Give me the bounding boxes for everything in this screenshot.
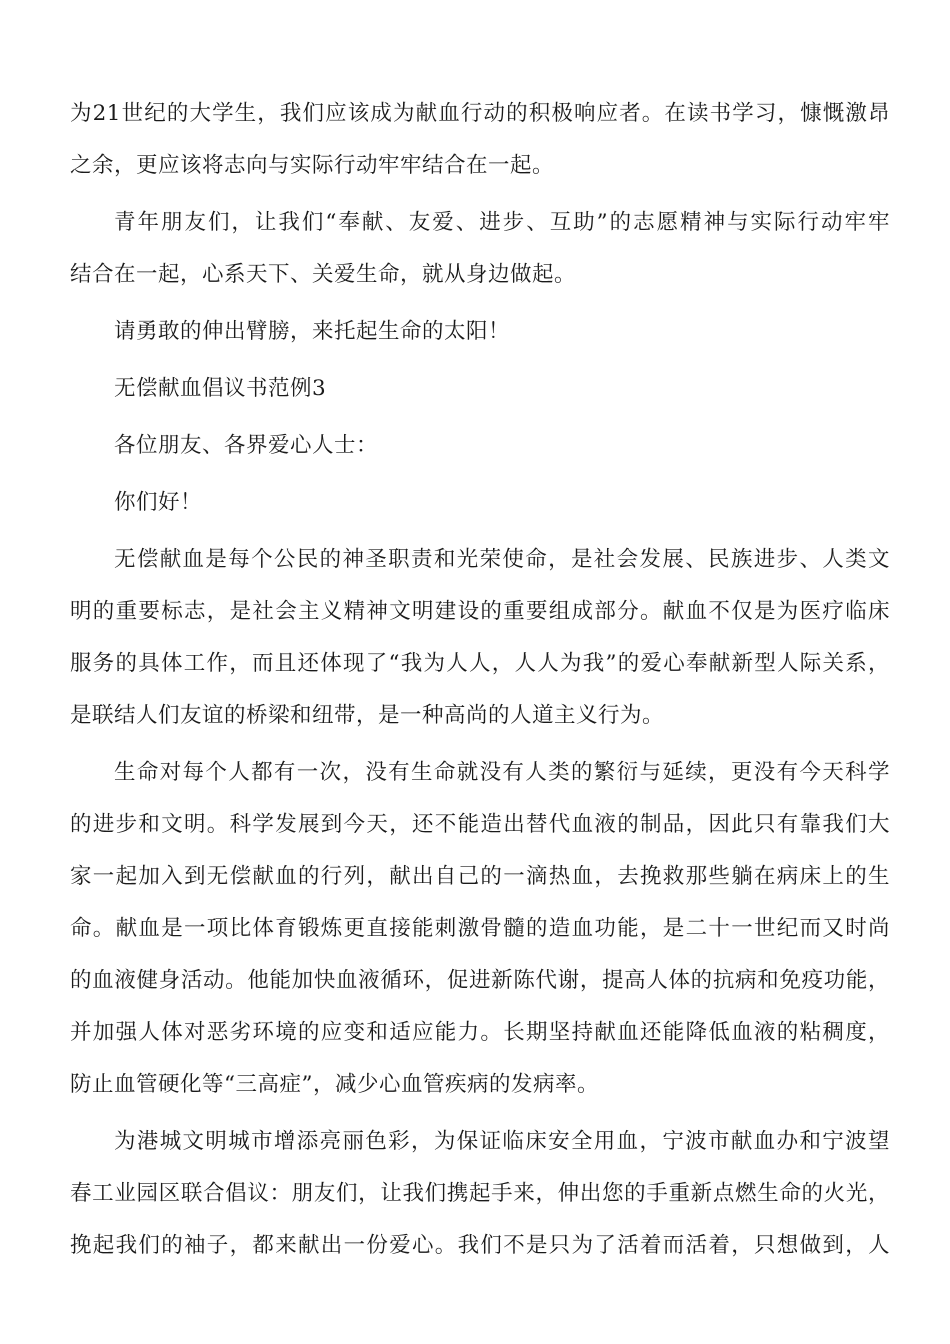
text-line: 的进步和文明。科学发展到今天，还不能造出替代血液的制品，因此只有靠我们大	[70, 812, 890, 837]
paragraph-joint-initiative	[70, 1116, 890, 1272]
text-line: 明的重要标志，是社会主义精神文明建设的重要组成部分。献血不仅是为医疗临床	[70, 599, 890, 624]
paragraph-life-health	[70, 747, 890, 1111]
text-line: 挽起我们的袖子，都来献出一份爱心。我们不是只为了活着而活着，只想做到，人	[70, 1233, 890, 1258]
text-line: 是联结人们友谊的桥梁和纽带，是一种高尚的人道主义行为。	[70, 703, 665, 728]
text-line: 命。献血是一项比体育锻炼更直接能刺激骨髓的造血功能，是二十一世纪而又时尚	[70, 916, 890, 941]
text-line: 为港城文明城市增添亮丽色彩，为保证临床安全用血，宁波市献血办和宁波望	[114, 1129, 890, 1154]
text-line: 春工业园区联合倡议：朋友们，让我们携起手来，伸出您的手重新点燃生命的火光，	[70, 1181, 890, 1206]
paragraph-youth-spirit	[70, 197, 890, 301]
paragraph-duty	[70, 534, 890, 742]
salutation	[70, 420, 890, 472]
text-line: 无偿献血是每个公民的神圣职责和光荣使命，是社会发展、民族进步、人类文	[114, 547, 890, 572]
text-line: 之余，更应该将志向与实际行动牢牢结合在一起。	[70, 153, 555, 178]
text-line: 结合在一起，心系天下、关爱生命，就从身边做起。	[70, 262, 577, 287]
greeting	[70, 477, 890, 529]
text-line: 防止血管硬化等“三高症”，减少心血管疾病的发病率。	[70, 1072, 599, 1097]
text-line: 生命对每个人都有一次，没有生命就没有人类的繁衍与延续，更没有今天科学	[114, 760, 890, 785]
salutation-text: 各位朋友、各界爱心人士：	[114, 433, 379, 458]
text-line: 青年朋友们，让我们“奉献、友爱、进步、互助”的志愿精神与实际行动牢牢	[114, 210, 890, 235]
greeting-text: 你们好！	[114, 490, 203, 515]
text-line: 并加强人体对恶劣环境的应变和适应能力。长期坚持献血还能降低血液的粘稠度，	[70, 1020, 890, 1045]
text-line: 服务的具体工作，而且还体现了“我为人人，人人为我”的爱心奉献新型人际关系，	[70, 651, 890, 676]
document-body	[70, 88, 890, 1272]
text-line: 请勇敢的伸出臂膀，来托起生命的太阳！	[114, 319, 511, 344]
text-line: 家一起加入到无偿献血的行列，献出自己的一滴热血，去挽救那些躺在病床上的生	[70, 864, 890, 889]
text-line: 为21世纪的大学生，我们应该成为献血行动的积极响应者。在读书学习，慷慨激昂	[70, 101, 890, 126]
paragraph-call-to-students	[70, 88, 890, 192]
section-heading	[70, 363, 890, 415]
text-line: 的血液健身活动。他能加快血液循环，促进新陈代谢，提高人体的抗病和免疫功能，	[70, 968, 890, 993]
heading-text: 无偿献血倡议书范例3	[114, 376, 327, 401]
paragraph-raise-arms	[70, 306, 890, 358]
